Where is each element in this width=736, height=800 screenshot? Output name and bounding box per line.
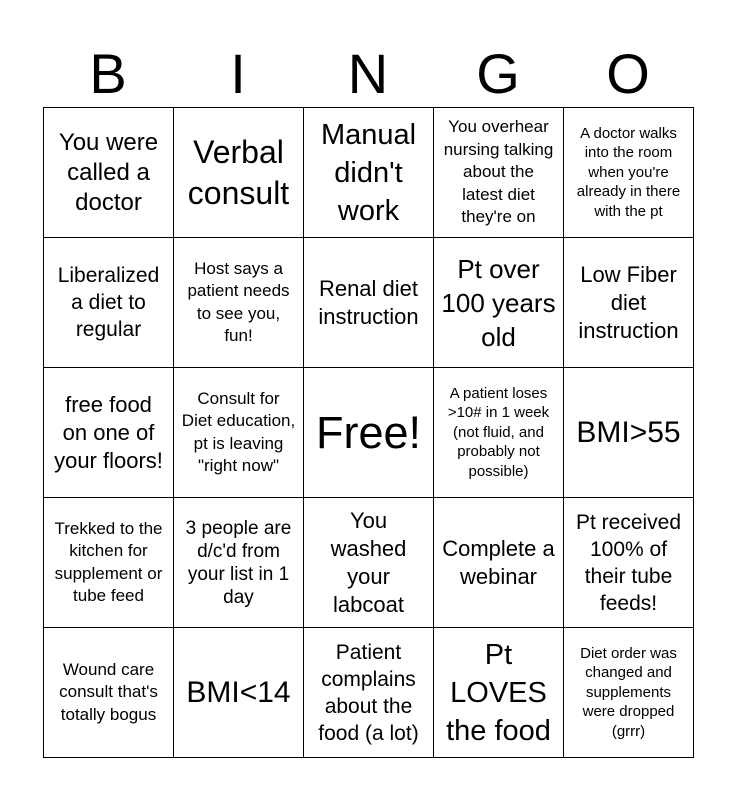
cell-text: Verbal consult xyxy=(187,133,290,211)
bingo-cell[interactable] xyxy=(434,238,564,368)
bingo-cell[interactable] xyxy=(434,368,564,498)
cell-text: Pt over 100 years old xyxy=(441,253,556,352)
cell-text: A patient loses >10# in 1 week (not fluid, and probably not possible) xyxy=(447,384,550,480)
bingo-header xyxy=(43,40,693,108)
cell-text: A doctor walks into the room when you're already in there with the pt xyxy=(576,124,681,220)
cell-text: You overhear nursing talking about the latest diet they're on xyxy=(443,117,554,227)
cell-text: BMI<14 xyxy=(186,676,291,709)
bingo-cell[interactable] xyxy=(174,238,304,368)
bingo-cell[interactable] xyxy=(304,498,434,628)
cell-text: 3 people are d/c'd from your list in 1 day xyxy=(185,517,292,608)
bingo-cell[interactable] xyxy=(44,368,174,498)
cell-text: Low Fiber diet instruction xyxy=(578,261,679,343)
bingo-cell[interactable] xyxy=(564,368,694,498)
cell-text: Diet order was changed and supplements were dropped (grrr) xyxy=(580,644,677,740)
cell-text: Host says a patient needs to see you, fun! xyxy=(187,258,290,345)
cell-text: Trekked to the kitchen for supplement or tube feed xyxy=(54,518,163,605)
bingo-grid xyxy=(43,107,694,758)
cell-text: You were called a doctor xyxy=(58,128,159,216)
bingo-cell[interactable] xyxy=(174,498,304,628)
bingo-cell[interactable] xyxy=(174,108,304,238)
bingo-cell[interactable] xyxy=(434,628,564,758)
bingo-cell[interactable] xyxy=(304,238,434,368)
cell-text: Liberalized a diet to regular xyxy=(57,264,160,341)
cell-text: Complete a webinar xyxy=(442,535,555,589)
cell-text: Pt received 100% of their tube feeds! xyxy=(575,510,682,615)
cell-text: Renal diet instruction xyxy=(318,275,419,329)
cell-text: Patient complains about the food (a lot) xyxy=(318,640,419,745)
cell-text: Manual didn't work xyxy=(320,118,417,227)
free-space-text: Free! xyxy=(315,406,422,458)
bingo-cell[interactable] xyxy=(44,498,174,628)
cell-text: Consult for Diet education, pt is leaving "right now" xyxy=(181,388,296,475)
bingo-cell[interactable] xyxy=(44,628,174,758)
cell-text: free food on one of your floors! xyxy=(54,391,163,473)
bingo-cell[interactable] xyxy=(174,628,304,758)
free-space[interactable] xyxy=(304,368,434,498)
cell-text: BMI>55 xyxy=(576,416,681,449)
header-letter-b: B xyxy=(89,42,127,105)
cell-text: You washed your labcoat xyxy=(330,507,407,617)
bingo-cell[interactable] xyxy=(564,108,694,238)
cell-text: Pt LOVES the food xyxy=(446,638,551,747)
bingo-cell[interactable] xyxy=(564,238,694,368)
bingo-cell[interactable] xyxy=(434,108,564,238)
header-letter-o: O xyxy=(606,42,650,105)
cell-text: Wound care consult that's totally bogus xyxy=(59,659,158,724)
header-letter-n: N xyxy=(347,42,389,105)
bingo-cell[interactable] xyxy=(434,498,564,628)
header-letter-g: G xyxy=(476,42,520,105)
bingo-cell[interactable] xyxy=(564,628,694,758)
bingo-cell[interactable] xyxy=(44,108,174,238)
bingo-cell[interactable] xyxy=(304,108,434,238)
bingo-cell[interactable] xyxy=(44,238,174,368)
bingo-cell[interactable] xyxy=(174,368,304,498)
bingo-cell[interactable] xyxy=(304,628,434,758)
bingo-cell[interactable] xyxy=(564,498,694,628)
header-letter-i: I xyxy=(230,42,246,105)
